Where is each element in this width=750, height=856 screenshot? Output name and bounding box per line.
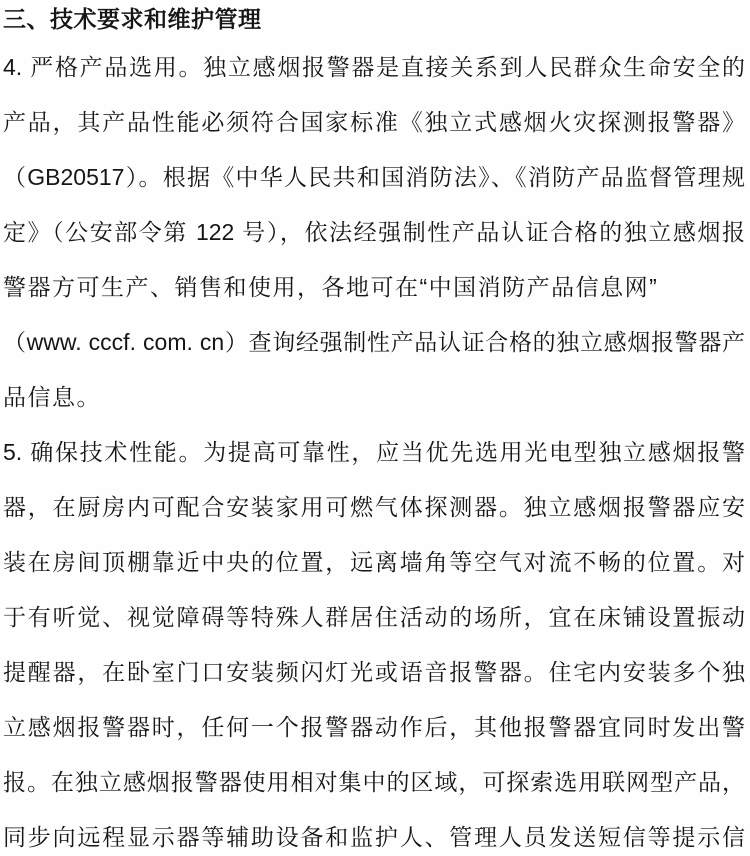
- text-line: （GB20517）。根据《中华人民共和国消防法》、《消防产品监督管理规: [3, 164, 745, 190]
- section-heading: 三、技术要求和维护管理: [3, 6, 262, 32]
- text-line: 装在房间顶棚靠近中央的位置，远离墙角等空气对流不畅的位置。对: [3, 549, 745, 575]
- text-line: 同步向远程显示器等辅助设备和监护人、管理人员发送短信等提示信: [3, 824, 745, 850]
- text-line: 报。在独立感烟报警器使用相对集中的区域，可探索选用联网型产品，: [3, 769, 745, 795]
- text-line: 警器方可生产、销售和使用，各地可在“中国消防产品信息网”: [3, 274, 659, 300]
- text-line: 器，在厨房内可配合安装家用可燃气体探测器。独立感烟报警器应安: [3, 494, 745, 520]
- text-line: 4. 严格产品选用。独立感烟报警器是直接关系到人民群众生命安全的: [3, 54, 745, 80]
- text-line: （www. cccf. com. cn）查询经强制性产品认证合格的独立感烟报警器产: [3, 329, 745, 355]
- text-line: 定》（公安部令第 122 号），依法经强制性产品认证合格的独立感烟报: [3, 219, 745, 245]
- text-line: 5. 确保技术性能。为提高可靠性，应当优先选用光电型独立感烟报警: [3, 439, 745, 465]
- text-line: 品信息。: [3, 384, 101, 410]
- body-text: [3, 40, 745, 856]
- text-line: 立感烟报警器时，任何一个报警器动作后，其他报警器宜同时发出警: [3, 714, 745, 740]
- text-line: 提醒器，在卧室门口安装频闪灯光或语音报警器。住宅内安装多个独: [3, 659, 745, 685]
- text-line: 于有听觉、视觉障碍等特殊人群居住活动的场所，宜在床铺设置振动: [3, 604, 745, 630]
- text-line: 产品，其产品性能必须符合国家标准《独立式感烟火灾探测报警器》: [3, 109, 745, 135]
